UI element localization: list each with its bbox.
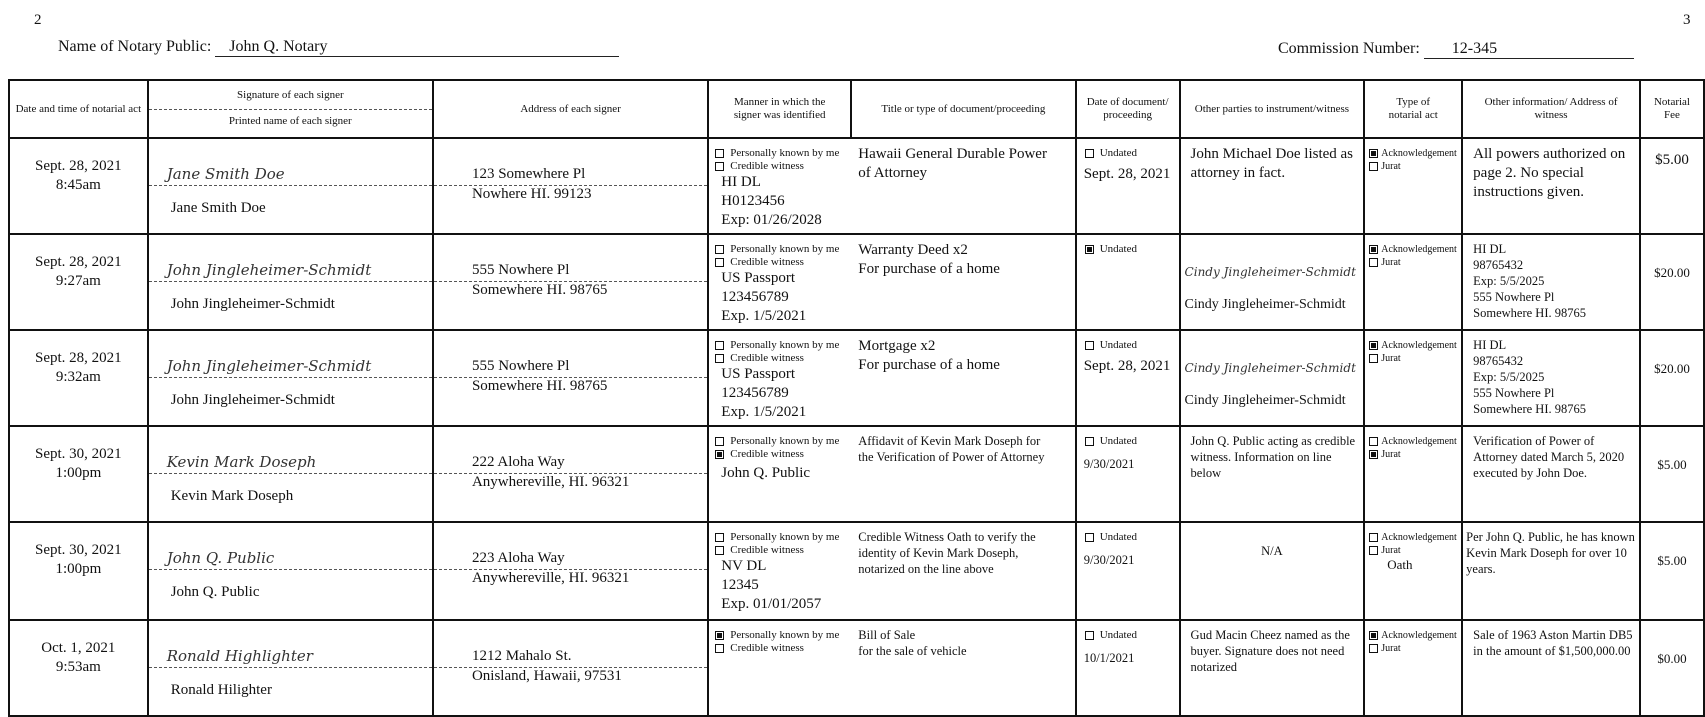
cell-manner-and-title — [708, 138, 1075, 234]
other-party-name: Cindy Jingleheimer-Schmidt — [1184, 297, 1346, 312]
col-docdate-header: Date of document/ proceeding — [1076, 80, 1180, 138]
table-row — [9, 522, 1704, 620]
personally-known-label: Personally known by me — [730, 147, 840, 159]
signer-signature: Ronald Highlighter — [166, 647, 313, 665]
checkbox-icon[interactable] — [1085, 533, 1094, 542]
col-otherinfo-header: Other information/ Address of witness — [1462, 80, 1640, 138]
cell-address — [433, 234, 708, 330]
header-divider — [149, 109, 432, 110]
other-info-text: Verification of Power of Attorney dated March 5, 2020 executed by John Doe. — [1473, 434, 1625, 480]
document-date: Sept. 28, 2021 — [1083, 166, 1171, 182]
cell-fee — [1640, 330, 1704, 426]
cell-fee — [1640, 620, 1704, 716]
jurat-option[interactable] — [1369, 352, 1457, 365]
document-date: 10/1/2021 — [1083, 651, 1135, 665]
acknowledgement-label: Acknowledgement — [1381, 148, 1457, 159]
other-parties-text: John Michael Doe listed as attorney in fact. — [1190, 146, 1354, 181]
act-date: Sept. 30, 2021 — [35, 542, 122, 558]
document-date: 9/30/2021 — [1083, 457, 1135, 471]
personally-known-label: Personally known by me — [730, 339, 840, 351]
cell-manner-and-title — [708, 234, 1075, 330]
cell-manner-and-title — [708, 426, 1075, 522]
id-line: Exp. 01/01/2057 — [721, 596, 822, 612]
cell-other-parties — [1180, 522, 1365, 620]
cell-notarial-type — [1364, 138, 1462, 234]
table-row — [9, 426, 1704, 522]
notary-journal-table — [8, 79, 1705, 717]
cell-datetime — [9, 234, 148, 330]
document-title: Bill of Sale for the sale of vehicle — [858, 628, 967, 658]
page-number-right: 3 — [1683, 12, 1691, 28]
act-time: 1:00pm — [55, 465, 102, 481]
cell-manner-and-title — [708, 620, 1075, 716]
col-fee-header: Notarial Fee — [1640, 80, 1704, 138]
cell-other-info — [1462, 138, 1640, 234]
manner-identified — [715, 243, 839, 326]
signer-signature: John Jingleheimer-Schmidt — [166, 261, 372, 279]
address-line-1: 123 Somewhere Pl — [471, 166, 586, 182]
table-header-row — [9, 80, 1704, 138]
table-row — [9, 234, 1704, 330]
witness-signature: Cindy Jingleheimer-Schmidt — [1184, 361, 1356, 375]
id-details — [721, 173, 839, 230]
checkbox-icon[interactable] — [715, 437, 724, 446]
acknowledgement-label: Acknowledgement — [1381, 340, 1457, 351]
commission-number-field — [1278, 40, 1634, 59]
credible-witness-option[interactable] — [715, 256, 839, 269]
cell-other-info — [1462, 426, 1640, 522]
cell-other-parties — [1180, 426, 1365, 522]
document-title: Credible Witness Oath to verify the identity of Kevin Mark Doseph, notarized on the line above — [858, 530, 1036, 576]
credible-witness-option[interactable] — [715, 642, 839, 655]
notary-name-label: Name of Notary Public: — [58, 38, 212, 55]
notarial-fee: $5.00 — [1657, 553, 1687, 568]
checkbox-icon[interactable] — [1369, 546, 1378, 555]
credible-witness-option[interactable] — [715, 448, 839, 461]
cell-address — [433, 330, 708, 426]
acknowledgement-option[interactable] — [1369, 147, 1457, 160]
cell-manner-and-title — [708, 330, 1075, 426]
document-date: 9/30/2021 — [1083, 553, 1135, 567]
cell-doc-date — [1076, 330, 1180, 426]
cell-doc-date — [1076, 522, 1180, 620]
credible-witness-label: Credible witness — [730, 544, 804, 556]
personally-known-option[interactable] — [715, 629, 839, 642]
id-details — [721, 464, 839, 483]
id-line: 12345 — [721, 577, 759, 593]
signer-printed-name: Ronald Hilighter — [170, 682, 272, 698]
checkbox-icon[interactable] — [715, 341, 724, 350]
document-date: Sept. 28, 2021 — [1083, 358, 1171, 374]
signer-printed-name: John Q. Public — [170, 584, 260, 600]
credible-witness-option[interactable] — [715, 160, 839, 173]
address-line-1: 555 Nowhere Pl — [471, 262, 570, 278]
undated-label: Undated — [1099, 435, 1137, 447]
id-line: Exp. 1/5/2021 — [721, 308, 807, 324]
cell-doc-date — [1076, 138, 1180, 234]
signer-printed-name: Jane Smith Doe — [170, 200, 266, 216]
cell-signature — [148, 138, 433, 234]
checkbox-icon[interactable] — [715, 644, 724, 653]
other-info-text: HI DL 98765432 Exp: 5/5/2025 555 Nowhere Pl Somewhere HI. 98765 — [1473, 242, 1586, 320]
personally-known-option[interactable] — [715, 243, 839, 256]
checkbox-icon[interactable] — [1369, 162, 1378, 171]
witness-signature: Cindy Jingleheimer-Schmidt — [1184, 265, 1356, 279]
document-title: Affidavit of Kevin Mark Doseph for the Verification of Power of Attorney — [858, 434, 1045, 464]
notarial-type-options — [1369, 629, 1457, 655]
act-date: Sept. 30, 2021 — [35, 446, 122, 462]
act-time: 1:00pm — [55, 561, 102, 577]
address-line-1: 223 Aloha Way — [471, 550, 565, 566]
cell-datetime — [9, 330, 148, 426]
other-parties-text: Gud Macin Cheez named as the buyer. Signature does not need notarized — [1190, 628, 1350, 674]
cell-doc-date — [1076, 426, 1180, 522]
cell-other-info — [1462, 234, 1640, 330]
checkbox-icon[interactable] — [715, 533, 724, 542]
checkbox-icon[interactable] — [715, 149, 724, 158]
id-details — [721, 365, 839, 422]
notarial-type-options — [1369, 147, 1457, 173]
document-title: Hawaii General Durable Power of Attorney — [858, 146, 1047, 181]
address-line-2: Onisland, Hawaii, 97531 — [471, 668, 622, 684]
address-line-2: Nowhere HI. 99123 — [471, 186, 592, 202]
act-date: Sept. 28, 2021 — [35, 254, 122, 270]
notarial-fee: $20.00 — [1654, 361, 1690, 376]
cell-notarial-type — [1364, 426, 1462, 522]
cell-fee — [1640, 138, 1704, 234]
signature-divider — [149, 185, 432, 186]
checkbox-icon[interactable] — [1369, 437, 1378, 446]
checkbox-icon[interactable] — [715, 631, 724, 640]
jurat-label: Jurat — [1381, 257, 1401, 268]
manner-identified — [715, 435, 839, 483]
undated-option[interactable] — [1085, 147, 1137, 160]
jurat-label: Jurat — [1381, 449, 1401, 460]
cell-other-info — [1462, 330, 1640, 426]
credible-witness-label: Credible witness — [730, 448, 804, 460]
cell-other-parties — [1180, 620, 1365, 716]
notarial-type-options — [1369, 435, 1457, 461]
notary-name-field — [58, 38, 619, 57]
id-line: US Passport — [721, 270, 796, 286]
jurat-label: Jurat — [1381, 161, 1401, 172]
undated-option[interactable] — [1085, 435, 1137, 448]
acknowledgement-label: Acknowledgement — [1381, 436, 1457, 447]
cell-fee — [1640, 426, 1704, 522]
cell-other-info — [1462, 522, 1640, 620]
signer-printed-name: Kevin Mark Doseph — [170, 488, 294, 504]
act-time: 9:53am — [55, 659, 101, 675]
signature-divider — [149, 377, 432, 378]
signature-divider — [149, 569, 432, 570]
cell-fee — [1640, 522, 1704, 620]
other-party-name: Cindy Jingleheimer-Schmidt — [1184, 393, 1346, 408]
acknowledgement-label: Acknowledgement — [1381, 244, 1457, 255]
checkbox-icon[interactable] — [1369, 644, 1378, 653]
jurat-option[interactable] — [1369, 544, 1457, 557]
undated-label: Undated — [1099, 531, 1137, 543]
undated-label: Undated — [1099, 629, 1137, 641]
id-line: 123456789 — [721, 289, 789, 305]
cell-address — [433, 138, 708, 234]
cell-signature — [148, 330, 433, 426]
jurat-label: Jurat — [1381, 643, 1401, 654]
id-line: Exp: 01/26/2028 — [721, 212, 822, 228]
credible-witness-option[interactable] — [715, 352, 839, 365]
checkbox-icon[interactable] — [715, 162, 724, 171]
cell-other-info — [1462, 620, 1640, 716]
jurat-option[interactable] — [1369, 256, 1457, 269]
personally-known-option[interactable] — [715, 339, 839, 352]
table-row — [9, 330, 1704, 426]
address-line-2: Anywhereville, HI. 96321 — [471, 474, 630, 490]
checkbox-icon[interactable] — [715, 354, 724, 363]
signer-signature: Jane Smith Doe — [166, 165, 285, 183]
cell-doc-date — [1076, 234, 1180, 330]
commission-number-label: Commission Number: — [1278, 40, 1420, 57]
personally-known-option[interactable] — [715, 147, 839, 160]
address-line-1: 222 Aloha Way — [471, 454, 565, 470]
personally-known-label: Personally known by me — [730, 435, 840, 447]
id-line: H0123456 — [721, 193, 785, 209]
col-otherparties-header: Other parties to instrument/witness — [1180, 80, 1365, 138]
notarial-fee: $0.00 — [1657, 651, 1687, 666]
printed-name-header-label: Printed name of each signer — [228, 115, 352, 127]
checkbox-icon[interactable] — [1369, 245, 1378, 254]
address-line-1: 1212 Mahalo St. — [471, 648, 572, 664]
personally-known-label: Personally known by me — [730, 243, 840, 255]
cell-other-parties — [1180, 330, 1365, 426]
jurat-option[interactable] — [1369, 448, 1457, 461]
checkbox-icon[interactable] — [715, 258, 724, 267]
undated-option[interactable] — [1085, 629, 1137, 642]
jurat-option[interactable] — [1369, 642, 1457, 655]
credible-witness-label: Credible witness — [730, 256, 804, 268]
signer-signature: John Jingleheimer-Schmidt — [166, 357, 372, 375]
other-info-text: Per John Q. Public, he has known Kevin Mark Doseph for over 10 years. — [1466, 530, 1635, 576]
checkbox-icon[interactable] — [1085, 631, 1094, 640]
checkbox-icon[interactable] — [1369, 258, 1378, 267]
commission-number-value: 12-345 — [1424, 40, 1634, 59]
signer-signature: Kevin Mark Doseph — [166, 453, 317, 471]
credible-witness-label: Credible witness — [730, 352, 804, 364]
cell-notarial-type — [1364, 234, 1462, 330]
notarial-fee: $5.00 — [1655, 152, 1689, 168]
notarial-fee: $5.00 — [1657, 457, 1687, 472]
cell-fee — [1640, 234, 1704, 330]
manner-identified — [715, 147, 839, 230]
acknowledgement-label: Acknowledgement — [1381, 532, 1457, 543]
checkbox-icon[interactable] — [1085, 149, 1094, 158]
checkbox-icon[interactable] — [715, 245, 724, 254]
act-time: 9:32am — [55, 369, 101, 385]
col-datetime-header: Date and time of notarial act — [9, 80, 148, 138]
credible-witness-label: Credible witness — [730, 642, 804, 654]
signer-printed-name: John Jingleheimer-Schmidt — [170, 296, 335, 312]
acknowledgement-option[interactable] — [1369, 435, 1457, 448]
other-info-text: All powers authorized on page 2. No special instructions given. — [1473, 146, 1626, 200]
notarial-fee: $20.00 — [1654, 265, 1690, 280]
personally-known-option[interactable] — [715, 531, 839, 544]
address-line-2: Anywhereville, HI. 96321 — [471, 570, 630, 586]
cell-signature — [148, 620, 433, 716]
cell-datetime — [9, 522, 148, 620]
col-address-header: Address of each signer — [433, 80, 708, 138]
cell-doc-date — [1076, 620, 1180, 716]
table-row — [9, 138, 1704, 234]
other-info-text: Sale of 1963 Aston Martin DB5 in the amount of $1,500,000.00 — [1473, 628, 1633, 658]
acknowledgement-label: Acknowledgement — [1381, 630, 1457, 641]
id-details — [721, 269, 839, 326]
cell-signature — [148, 522, 433, 620]
cell-datetime — [9, 620, 148, 716]
signature-header-label: Signature of each signer — [237, 89, 344, 101]
id-line: Exp. 1/5/2021 — [721, 404, 807, 420]
other-parties-text: N/A — [1261, 544, 1283, 558]
checkbox-icon[interactable] — [1369, 149, 1378, 158]
personally-known-option[interactable] — [715, 435, 839, 448]
checkbox-icon[interactable] — [1085, 341, 1094, 350]
signature-divider — [149, 473, 432, 474]
act-time: 8:45am — [55, 177, 101, 193]
cell-signature — [148, 426, 433, 522]
other-info-text: HI DL 98765432 Exp: 5/5/2025 555 Nowhere Pl Somewhere HI. 98765 — [1473, 338, 1586, 416]
id-line: John Q. Public — [721, 465, 811, 481]
acknowledgement-option[interactable] — [1369, 339, 1457, 352]
col-signature-header — [148, 80, 433, 138]
act-time: 9:27am — [55, 273, 101, 289]
id-line: HI DL — [721, 174, 761, 190]
cell-signature — [148, 234, 433, 330]
credible-witness-option[interactable] — [715, 544, 839, 557]
table-row — [9, 620, 1704, 716]
notarial-type-options — [1369, 243, 1457, 269]
checkbox-icon[interactable] — [1369, 631, 1378, 640]
undated-option[interactable] — [1085, 243, 1137, 256]
jurat-label: Jurat — [1381, 545, 1401, 556]
checkbox-icon[interactable] — [1085, 245, 1094, 254]
checkbox-icon[interactable] — [1369, 450, 1378, 459]
id-line: NV DL — [721, 558, 767, 574]
col-manner-header: Manner in which the signer was identified — [708, 80, 851, 138]
address-line-1: 555 Nowhere Pl — [471, 358, 570, 374]
id-line: 123456789 — [721, 385, 789, 401]
manner-identified — [715, 531, 839, 614]
checkbox-icon[interactable] — [1369, 354, 1378, 363]
cell-manner-and-title — [708, 522, 1075, 620]
undated-label: Undated — [1099, 147, 1137, 159]
checkbox-icon[interactable] — [1369, 533, 1378, 542]
manner-identified — [715, 629, 839, 655]
cell-datetime — [9, 138, 148, 234]
undated-option[interactable] — [1085, 339, 1137, 352]
document-title: Warranty Deed x2 For purchase of a home — [858, 242, 1000, 277]
cell-other-parties — [1180, 234, 1365, 330]
notarial-type-extra: Oath — [1387, 557, 1413, 572]
signer-printed-name: John Jingleheimer-Schmidt — [170, 392, 335, 408]
personally-known-label: Personally known by me — [730, 531, 840, 543]
other-parties-text: John Q. Public acting as credible witness. Information on line below — [1190, 434, 1356, 480]
cell-other-parties — [1180, 138, 1365, 234]
cell-address — [433, 522, 708, 620]
cell-address — [433, 620, 708, 716]
checkbox-icon[interactable] — [1085, 437, 1094, 446]
cell-address — [433, 426, 708, 522]
jurat-option[interactable] — [1369, 160, 1457, 173]
id-line: US Passport — [721, 366, 796, 382]
signature-divider — [149, 667, 432, 668]
act-date: Sept. 28, 2021 — [35, 350, 122, 366]
undated-option[interactable] — [1085, 531, 1137, 544]
cell-notarial-type — [1364, 522, 1462, 620]
jurat-label: Jurat — [1381, 353, 1401, 364]
signer-signature: John Q. Public — [166, 549, 275, 567]
checkbox-icon[interactable] — [715, 450, 724, 459]
checkbox-icon[interactable] — [1369, 341, 1378, 350]
id-details — [721, 557, 839, 614]
undated-label: Undated — [1099, 243, 1137, 255]
acknowledgement-option[interactable] — [1369, 629, 1457, 642]
checkbox-icon[interactable] — [715, 546, 724, 555]
act-date: Oct. 1, 2021 — [41, 640, 116, 656]
signature-divider — [149, 281, 432, 282]
address-line-2: Somewhere HI. 98765 — [471, 378, 608, 394]
col-type-header: Type of notarial act — [1364, 80, 1462, 138]
cell-notarial-type — [1364, 620, 1462, 716]
col-title-header: Title or type of document/proceeding — [851, 80, 1076, 138]
page-number-left: 2 — [34, 12, 42, 28]
notarial-type-options — [1369, 531, 1457, 573]
acknowledgement-option[interactable] — [1369, 243, 1457, 256]
undated-label: Undated — [1099, 339, 1137, 351]
manner-identified — [715, 339, 839, 422]
act-date: Sept. 28, 2021 — [35, 158, 122, 174]
cell-datetime — [9, 426, 148, 522]
document-title: Mortgage x2 For purchase of a home — [858, 338, 1000, 373]
acknowledgement-option[interactable] — [1369, 531, 1457, 544]
notary-name-value: John Q. Notary — [215, 38, 619, 57]
credible-witness-label: Credible witness — [730, 160, 804, 172]
address-line-2: Somewhere HI. 98765 — [471, 282, 608, 298]
notarial-type-options — [1369, 339, 1457, 365]
cell-notarial-type — [1364, 330, 1462, 426]
personally-known-label: Personally known by me — [730, 629, 840, 641]
